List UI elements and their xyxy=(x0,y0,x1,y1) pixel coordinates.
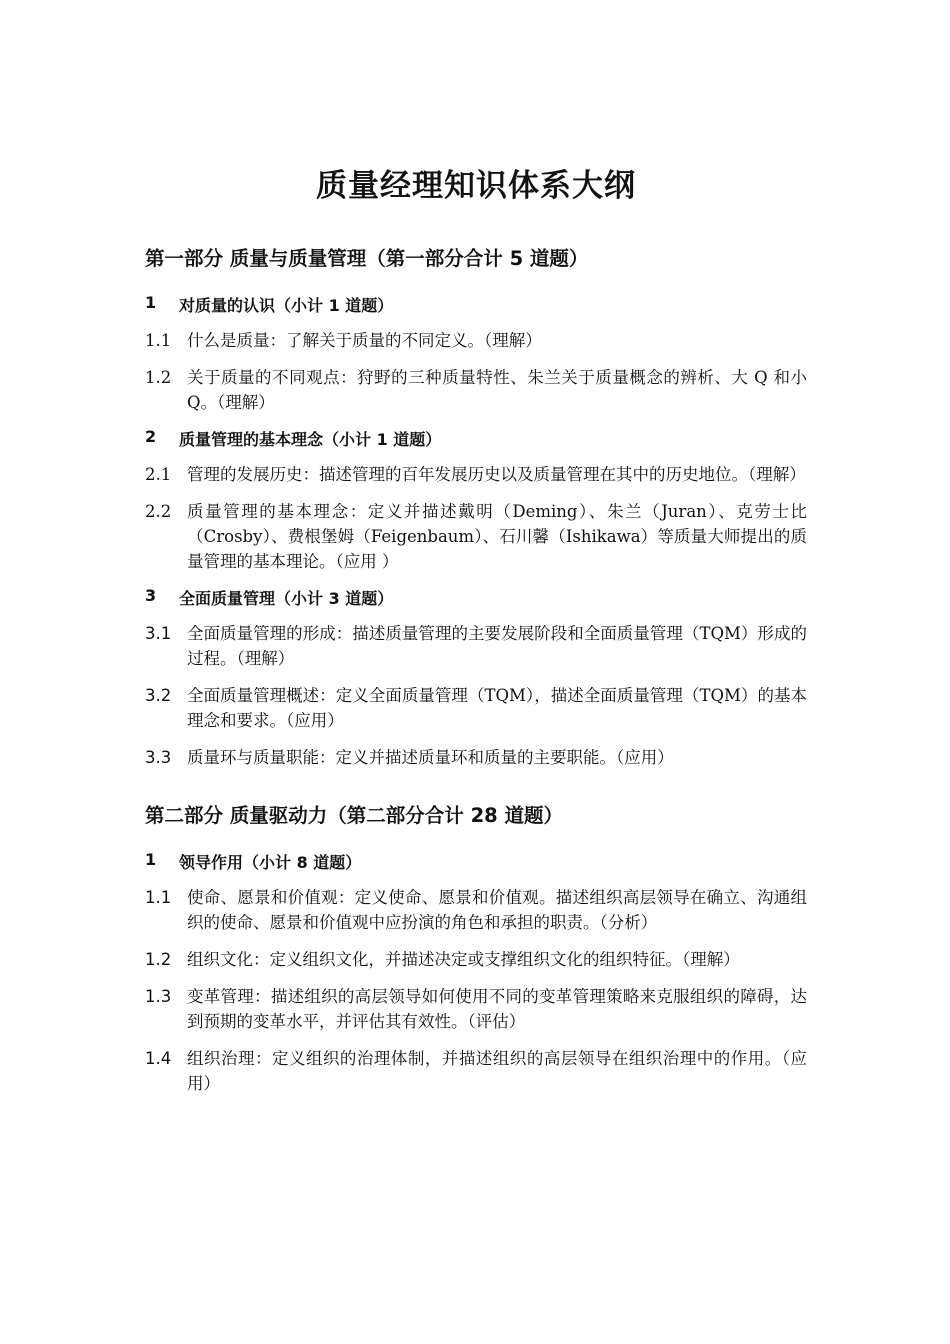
section-title-text: 全面质量管理（小计 3 道题） xyxy=(179,589,394,608)
part-1 xyxy=(145,243,807,770)
list-item xyxy=(145,499,807,574)
section-title-text: 质量管理的基本理念（小计 1 道题） xyxy=(179,430,442,449)
section-1-2 xyxy=(145,427,807,574)
list-item xyxy=(145,328,807,353)
document-title: 质量经理知识体系大纲 xyxy=(316,168,636,204)
section-heading xyxy=(145,293,807,316)
section-2-1 xyxy=(145,850,807,1096)
list-item xyxy=(145,885,807,935)
section-1-3 xyxy=(145,586,807,770)
list-item xyxy=(145,947,807,972)
item-text: 管理的发展历史：描述管理的百年发展历史以及质量管理在其中的历史地位。（理解） xyxy=(187,465,806,484)
item-number: 2.2 xyxy=(145,502,172,521)
item-text: 组织文化：定义组织文化，并描述决定或支撑组织文化的组织特征。（理解） xyxy=(187,950,740,969)
item-text: 使命、愿景和价值观：定义使命、愿景和价值观。描述组织高层领导在确立、沟通组织的使命、愿景和价值观中应扮演的角色和承担的职责。（分析） xyxy=(187,888,807,932)
item-number: 1.1 xyxy=(145,331,172,350)
part-title: 第一部分 质量与质量管理（第一部分合计 5 道题） xyxy=(145,247,589,270)
item-number: 2.1 xyxy=(145,465,172,484)
item-number: 3.2 xyxy=(145,686,172,705)
section-number: 1 xyxy=(145,293,157,312)
section-heading xyxy=(145,850,807,873)
item-number: 1.1 xyxy=(145,888,172,907)
item-number: 3.3 xyxy=(145,748,172,767)
item-number: 3.1 xyxy=(145,624,172,643)
item-number: 1.4 xyxy=(145,1049,172,1068)
item-number: 1.2 xyxy=(145,950,172,969)
section-number: 1 xyxy=(145,850,157,869)
section-heading xyxy=(145,427,807,450)
section-1-1 xyxy=(145,293,807,415)
section-number: 2 xyxy=(145,427,157,446)
section-number: 3 xyxy=(145,586,157,605)
item-text: 质量环与质量职能：定义并描述质量环和质量的主要职能。（应用） xyxy=(187,748,674,767)
section-title-text: 领导作用（小计 8 道题） xyxy=(179,853,362,872)
item-text: 变革管理：描述组织的高层领导如何使用不同的变革管理策略来克服组织的障碍，达到预期的变革水平，并评估其有效性。（评估） xyxy=(187,987,807,1031)
item-text: 质量管理的基本理念：定义并描述戴明（Deming）、朱兰（Juran）、克劳士比（Crosby）、费根堡姆（Feigenbaum）、石川馨（Ishikawa）等质量大师提出的质量管理的基本理论。（应用 ） xyxy=(187,502,807,571)
item-text: 关于质量的不同观点：狩野的三种质量特性、朱兰关于质量概念的辨析、大 Q 和小 Q。（理解） xyxy=(187,368,807,412)
section-heading xyxy=(145,586,807,609)
list-item xyxy=(145,1046,807,1096)
item-number: 1.2 xyxy=(145,368,172,387)
part-2 xyxy=(145,800,807,1096)
section-title-text: 对质量的认识（小计 1 道题） xyxy=(179,296,394,315)
document-page xyxy=(145,160,807,1108)
part-title: 第二部分 质量驱动力（第二部分合计 28 道题） xyxy=(145,804,564,827)
list-item xyxy=(145,621,807,671)
list-item xyxy=(145,683,807,733)
list-item xyxy=(145,984,807,1034)
item-text: 全面质量管理的形成：描述质量管理的主要发展阶段和全面质量管理（TQM）形成的过程。（理解） xyxy=(187,624,807,668)
item-text: 组织治理：定义组织的治理体制，并描述组织的高层领导在组织治理中的作用。（应用） xyxy=(187,1049,807,1093)
list-item xyxy=(145,365,807,415)
list-item xyxy=(145,745,807,770)
item-text: 全面质量管理概述：定义全面质量管理（TQM），描述全面质量管理（TQM）的基本理念和要求。（应用） xyxy=(187,686,807,730)
item-number: 1.3 xyxy=(145,987,172,1006)
list-item xyxy=(145,462,807,487)
item-text: 什么是质量：了解关于质量的不同定义。（理解） xyxy=(187,331,542,350)
